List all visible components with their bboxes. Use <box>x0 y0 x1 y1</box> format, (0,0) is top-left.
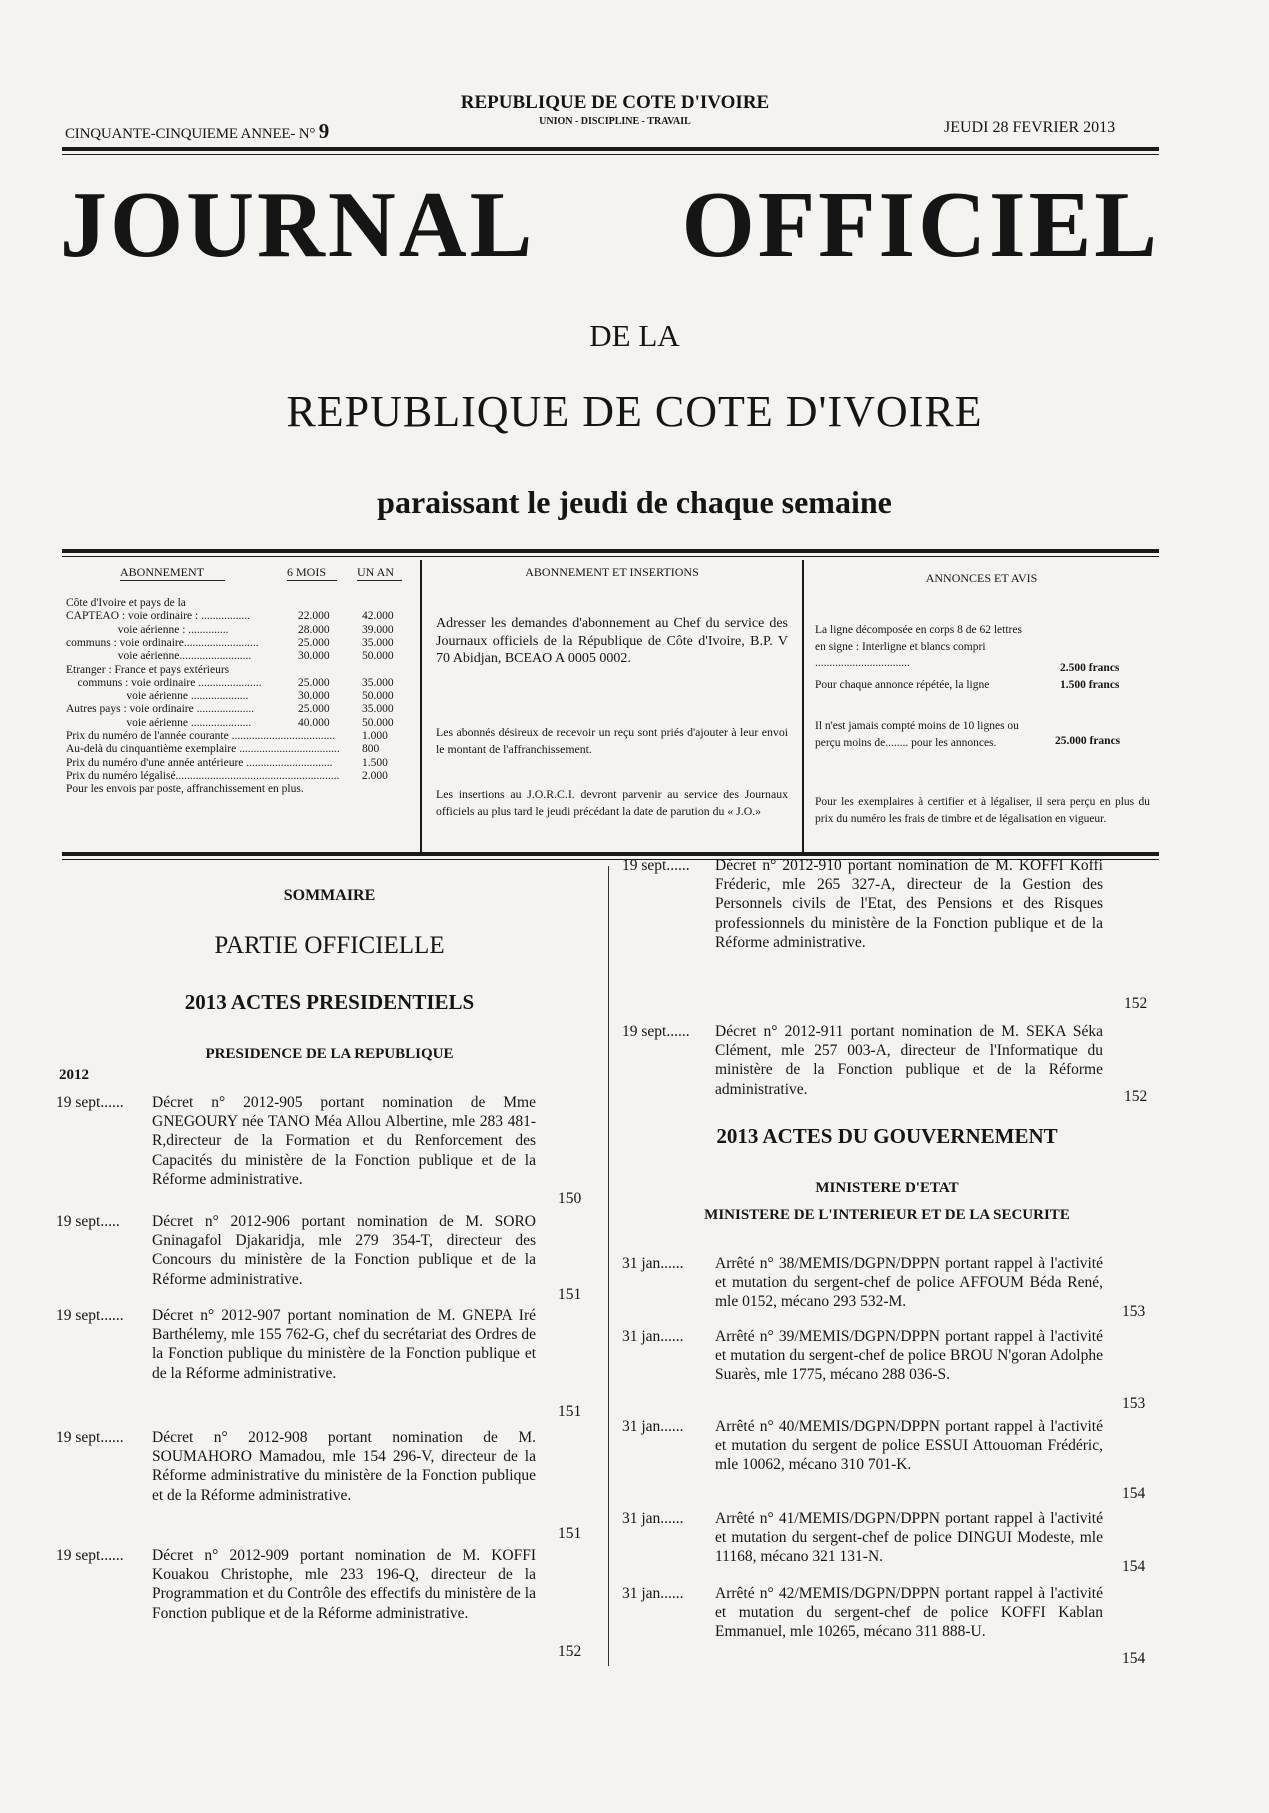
rate-un-an: 35.000 <box>362 703 394 716</box>
rate-row <box>66 677 411 690</box>
ministere-interieur: MINISTERE DE L'INTERIEUR ET DE LA SECURITE <box>704 1207 1070 1223</box>
rates-head-underline-3 <box>357 580 402 581</box>
rate-un-an: 39.000 <box>362 623 394 636</box>
entry-date: 19 sept...... <box>622 857 690 874</box>
rate-label: Côte d'Ivoire et pays de la <box>66 597 186 609</box>
entry-page-number: 152 <box>1124 995 1148 1012</box>
column-divider <box>608 866 609 1666</box>
rate-label: Prix du numéro légalisé......................................................... <box>66 769 340 782</box>
entry-date: 19 sept...... <box>622 1023 690 1040</box>
rate-row <box>66 597 411 610</box>
rate-row <box>66 703 411 716</box>
presidence-heading: PRESIDENCE DE LA REPUBLIQUE <box>205 1046 454 1062</box>
edition-info <box>65 119 329 144</box>
entry-text: Arrêté n° 39/MEMIS/DGPN/DPPN portant rappel à l'activité et mutation du sergent-chef de police BROU N'goran Adolphe Suarès, mle 1775, mécano 288 036-S. <box>715 1328 1103 1384</box>
rate-row <box>66 743 411 756</box>
entry-date: 31 jan...... <box>622 1328 684 1345</box>
annonce-minimum: Il n'est jamais compté moins de 10 lignes ou perçu moins de........ pour les annonces. <box>815 720 1019 749</box>
national-motto: UNION - DISCIPLINE - TRAVAIL <box>539 116 691 127</box>
sommaire-entry <box>622 1327 1162 1413</box>
sommaire-entry <box>622 1509 1162 1581</box>
mid-paragraph-3: Les insertions au J.O.R.C.I. devront parvenir au service des Journaux officiels au plus tard le jeudi précédant la date de parution du « J.O.» <box>436 787 788 818</box>
rate-label: Au-delà du cinquantième exemplaire ................................... <box>66 743 340 756</box>
rate-label: voie aérienne .................... <box>66 690 249 703</box>
entry-page-number: 154 <box>1122 1485 1146 1502</box>
rate-row <box>66 783 411 796</box>
republic-name: REPUBLIQUE DE COTE D'IVOIRE <box>460 92 770 113</box>
rate-un-an: 800 <box>362 743 380 756</box>
rates-head-6mois: 6 MOIS <box>287 565 327 579</box>
publication-frequency: paraissant le jeudi de chaque semaine <box>377 484 892 520</box>
edition-number: 9 <box>318 119 330 143</box>
entry-text: Arrêté n° 41/MEMIS/DGPN/DPPN portant rappel à l'activité et mutation du sergent-chef de police DINGUI Modeste, mle 11168, mécano 321 131-N. <box>715 1510 1103 1566</box>
rate-row <box>66 717 411 730</box>
rate-row <box>66 624 411 637</box>
edition-label: CINQUANTE-CINQUIEME ANNEE- N° <box>65 126 316 142</box>
sommaire-entry <box>56 1428 586 1542</box>
ministere-etat: MINISTERE D'ETAT <box>815 1180 959 1196</box>
actes-gouvernement: 2013 ACTES DU GOUVERNEMENT <box>716 1124 1058 1148</box>
header-rule <box>62 147 1159 151</box>
entry-page-number: 152 <box>1124 1088 1148 1105</box>
rate-label: voie aérienne : .............. <box>66 623 229 636</box>
rate-row <box>66 730 411 743</box>
entry-page-number: 154 <box>1122 1558 1146 1575</box>
rate-label: Autres pays : voie ordinaire .................... <box>66 703 255 716</box>
rate-label: Pour les envois par poste, affranchissement en plus. <box>66 783 304 796</box>
masthead-de-la: DE LA <box>589 318 680 353</box>
entry-date: 19 sept..... <box>56 1213 120 1230</box>
rate-un-an: 1.000 <box>362 730 388 742</box>
republic-header <box>440 92 790 127</box>
annonce-repeat-price: 1.500 francs <box>1060 679 1120 691</box>
entry-date: 19 sept...... <box>56 1547 124 1564</box>
rate-row <box>66 637 411 650</box>
mid-head: ABONNEMENT ET INSERTIONS <box>525 565 699 579</box>
rate-label: Etranger : France et pays extérieurs <box>66 663 230 676</box>
entry-date: 31 jan...... <box>622 1510 684 1527</box>
rate-row <box>66 770 411 783</box>
rate-un-an: 2.000 <box>362 769 388 782</box>
sommaire-entry <box>622 1254 1162 1326</box>
entry-page-number: 150 <box>558 1190 582 1207</box>
entry-date: 31 jan...... <box>622 1585 684 1602</box>
entry-date: 19 sept...... <box>56 1094 124 1111</box>
rate-row <box>66 690 411 703</box>
rate-6-mois: 30.000 <box>298 650 330 663</box>
entry-text: Décret n° 2012-906 portant nomination de M. SORO Gninagafol Djakaridja, mle 279 354-T, directeur des Concours du ministère de la Fonction publique et de la Réforme administrative. <box>152 1213 536 1288</box>
rates-head-abonnement: ABONNEMENT <box>120 565 204 579</box>
rate-6-mois: 25.000 <box>298 703 330 716</box>
rate-label: Prix du numéro d'une année antérieure .............................. <box>66 756 333 769</box>
sommaire-entry <box>622 1022 1162 1104</box>
box-divider-left <box>420 560 422 854</box>
box-top-rule-thin <box>62 556 1159 557</box>
annonce-line-price: 2.500 francs <box>1060 662 1120 674</box>
entry-text: Décret n° 2012-908 portant nomination de M. SOUMAHORO Mamadou, mle 154 296-V, directeur de la Réforme administrative du ministère de la Fonction publique et de la Réforme administrative. <box>152 1429 536 1504</box>
entry-text: Arrêté n° 40/MEMIS/DGPN/DPPN portant rappel à l'activité et mutation du sergent de police ESSUI Attouoman Frédéric, mle 10062, mécano 310 701-K. <box>715 1418 1103 1474</box>
entry-page-number: 151 <box>558 1286 582 1303</box>
rate-label: CAPTEAO : voie ordinaire : ................. <box>66 610 250 623</box>
mid-paragraph-1: Adresser les demandes d'abonnement au Chef du service des Journaux officiels de la République de Côte d'Ivoire, B.P. V 70 Abidjan, BCEAO A 0005 0002. <box>436 616 788 666</box>
rate-row <box>66 664 411 677</box>
entry-page-number: 154 <box>1122 1650 1146 1667</box>
year-heading: 2012 <box>59 1067 89 1083</box>
entry-page-number: 153 <box>1122 1395 1146 1412</box>
entry-text: Décret n° 2012-905 portant nomination de Mme GNEGOURY née TANO Méa Allou Albertine, mle 283 481-R,directeur de la Formation et du Renforcement des Capacités du ministère de la Fonction publique et de la Réforme administrative. <box>152 1094 536 1188</box>
rate-un-an: 50.000 <box>362 716 394 729</box>
sommaire-entry <box>622 1417 1162 1505</box>
entry-text: Décret n° 2012-911 portant nomination de M. SEKA Séka Clément, mle 257 003-A, directeur de l'Informatique du ministère de la Fonction publique et de la Réforme administrative. <box>715 1023 1103 1098</box>
rate-row <box>66 610 411 623</box>
entry-text: Arrêté n° 38/MEMIS/DGPN/DPPN portant rappel à l'activité et mutation du sergent-chef de police AFFOUM Béda René, mle 0152, mécano 293 532-M. <box>715 1255 1103 1311</box>
box-top-rule <box>62 549 1159 553</box>
rate-row <box>66 650 411 663</box>
mid-paragraph-2: Les abonnés désireux de recevoir un reçu sont priés d'ajouter à leur envoi le montant de l'affranchissement. <box>436 725 788 756</box>
annonce-legalisation: Pour les exemplaires à certifier et à légaliser, il sera perçu en plus du prix du numéro les frais de timbre et de légalisation en vigueur. <box>815 796 1150 825</box>
rate-label: Prix du numéro de l'année courante .................................... <box>66 730 336 742</box>
entry-text: Arrêté n° 42/MEMIS/DGPN/DPPN portant rappel à l'activité et mutation du sergent-chef de police KOFFI Kablan Emmanuel, mle 10265, mécano 311 888-U. <box>715 1585 1103 1641</box>
rate-un-an: 1.500 <box>362 756 388 769</box>
rate-6-mois: 25.000 <box>298 676 330 689</box>
entry-date: 19 sept...... <box>56 1429 124 1446</box>
issue-date: JEUDI 28 FEVRIER 2013 <box>944 119 1116 136</box>
rate-row <box>66 757 411 770</box>
rate-un-an: 50.000 <box>362 690 394 703</box>
rate-6-mois: 25.000 <box>298 636 330 649</box>
rate-un-an: 50.000 <box>362 650 394 663</box>
sommaire-entry <box>56 1546 586 1666</box>
annonce-line-rate: La ligne décomposée en corps 8 de 62 lettres en signe : Interligne et blancs compri ................................. <box>815 624 1022 669</box>
actes-presidentiels: 2013 ACTES PRESIDENTIELS <box>184 990 475 1014</box>
entry-page-number: 153 <box>1122 1303 1146 1320</box>
entry-date: 31 jan...... <box>622 1418 684 1435</box>
journal-title: JOURNAL OFFICIEL <box>60 173 1160 277</box>
entry-text: Décret n° 2012-909 portant nomination de M. KOFFI Kouakou Christophe, mle 233 196-Q, directeur de la Programmation et du Contrôle des effectifs du ministère de la Fonction publique et de la Réforme administrative. <box>152 1547 536 1622</box>
annonce-repeat: Pour chaque annonce répétée, la ligne <box>815 679 990 691</box>
rate-label: voie aérienne ..................... <box>66 716 252 729</box>
sommaire-title: SOMMAIRE <box>283 887 376 904</box>
rate-un-an: 42.000 <box>362 610 394 623</box>
rate-label: voie aérienne......................... <box>66 650 252 663</box>
header-rule-thin <box>62 154 1159 155</box>
rate-6-mois: 30.000 <box>298 690 330 703</box>
rate-un-an: 35.000 <box>362 636 394 649</box>
rate-label: communs : voie ordinaire.......................... <box>66 636 259 649</box>
box-divider-right <box>802 560 804 854</box>
annonce-minimum-price: 25.000 francs <box>1055 735 1121 747</box>
entry-text: Décret n° 2012-907 portant nomination de M. GNEPA Iré Barthélemy, mle 155 762-G, chef du secrétariat des Ordres de la Fonction publique du ministère de la Fonction publique et de la Réforme administrative. <box>152 1307 536 1382</box>
rate-label: communs : voie ordinaire ...................... <box>66 676 262 689</box>
masthead-country: REPUBLIQUE DE COTE D'IVOIRE <box>286 387 983 436</box>
entry-page-number: 151 <box>558 1403 582 1420</box>
rates-head-underline <box>120 580 225 581</box>
rate-6-mois: 22.000 <box>298 610 330 623</box>
sommaire-entry <box>56 1306 586 1424</box>
rate-6-mois: 28.000 <box>298 623 330 636</box>
rate-un-an: 35.000 <box>362 676 394 689</box>
sommaire-entry <box>56 1212 586 1304</box>
entry-date: 19 sept...... <box>56 1307 124 1324</box>
entry-date: 31 jan...... <box>622 1255 684 1272</box>
sommaire-entry <box>56 1093 586 1209</box>
right-head: ANNONCES ET AVIS <box>925 571 1038 585</box>
sommaire-entry <box>622 856 1162 1018</box>
partie-officielle: PARTIE OFFICIELLE <box>214 932 445 959</box>
rate-6-mois: 40.000 <box>298 716 330 729</box>
sommaire-entry <box>622 1584 1162 1667</box>
entry-text: Décret n° 2012-910 portant nomination de M. KOFFI Koffi Fréderic, mle 265 327-A, directeur de la Gestion des Personnels civils de l'Etat, des Pensions et des Risques professionnels du ministère de la Fonction publique et de la Réforme administrative. <box>715 857 1103 951</box>
entry-page-number: 151 <box>558 1525 582 1542</box>
entry-page-number: 152 <box>558 1643 582 1660</box>
rates-head-underline-2 <box>287 580 337 581</box>
rates-head-unan: UN AN <box>357 565 395 579</box>
